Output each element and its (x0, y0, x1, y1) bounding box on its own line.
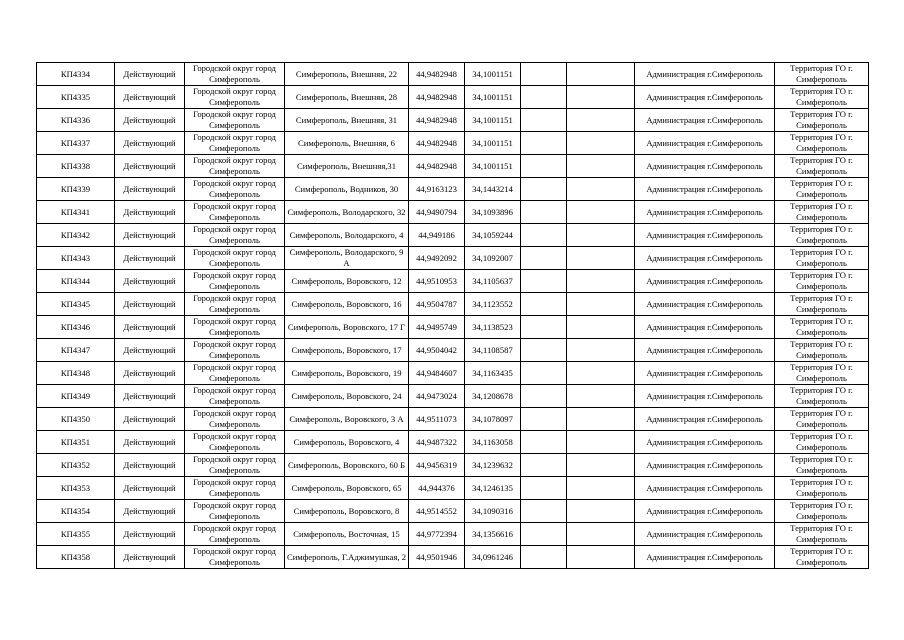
cell-longitude: 34,1001151 (465, 86, 521, 109)
cell-latitude: 44,944376 (409, 477, 465, 500)
cell-empty-1 (521, 500, 567, 523)
cell-district: Городской округ город Симферополь (185, 477, 285, 500)
cell-id: КП4358 (37, 546, 115, 569)
cell-empty-2 (567, 362, 635, 385)
table-row (37, 155, 869, 178)
cell-territory: Территория ГО г. Симферополь (775, 339, 869, 362)
cell-empty-1 (521, 86, 567, 109)
registry-table-body (37, 63, 869, 569)
table-row (37, 408, 869, 431)
cell-territory: Территория ГО г. Симферополь (775, 500, 869, 523)
cell-territory: Территория ГО г. Симферополь (775, 132, 869, 155)
cell-status: Действующий (115, 339, 185, 362)
cell-territory: Территория ГО г. Симферополь (775, 224, 869, 247)
cell-address: Симферополь, Внешняя, 31 (285, 109, 409, 132)
table-row (37, 63, 869, 86)
cell-address: Симферополь, Воровского, 17 (285, 339, 409, 362)
table-row (37, 339, 869, 362)
cell-empty-1 (521, 362, 567, 385)
cell-empty-1 (521, 546, 567, 569)
cell-empty-2 (567, 431, 635, 454)
cell-status: Действующий (115, 224, 185, 247)
cell-owner: Администрация г.Симферополь (635, 293, 775, 316)
cell-latitude: 44,9510953 (409, 270, 465, 293)
table-row (37, 86, 869, 109)
cell-status: Действующий (115, 293, 185, 316)
cell-status: Действующий (115, 109, 185, 132)
cell-owner: Администрация г.Симферополь (635, 408, 775, 431)
cell-id: КП4343 (37, 247, 115, 270)
cell-latitude: 44,9490794 (409, 201, 465, 224)
cell-status: Действующий (115, 86, 185, 109)
cell-territory: Территория ГО г. Симферополь (775, 431, 869, 454)
cell-territory: Территория ГО г. Симферополь (775, 63, 869, 86)
cell-empty-1 (521, 224, 567, 247)
cell-territory: Территория ГО г. Симферополь (775, 477, 869, 500)
cell-longitude: 34,1208678 (465, 385, 521, 408)
table-row (37, 454, 869, 477)
cell-longitude: 34,1090316 (465, 500, 521, 523)
cell-empty-2 (567, 408, 635, 431)
cell-address: Симферополь, Внешняя, 22 (285, 63, 409, 86)
cell-empty-2 (567, 500, 635, 523)
cell-address: Симферополь, Воровского, 19 (285, 362, 409, 385)
cell-address: Симферополь, Г.Аджимушкая, 2 (285, 546, 409, 569)
cell-district: Городской округ город Симферополь (185, 362, 285, 385)
cell-district: Городской округ город Симферополь (185, 523, 285, 546)
cell-empty-1 (521, 385, 567, 408)
cell-district: Городской округ город Симферополь (185, 385, 285, 408)
cell-owner: Администрация г.Симферополь (635, 224, 775, 247)
cell-latitude: 44,9504787 (409, 293, 465, 316)
cell-empty-2 (567, 201, 635, 224)
cell-empty-2 (567, 247, 635, 270)
cell-empty-2 (567, 339, 635, 362)
cell-owner: Администрация г.Симферополь (635, 523, 775, 546)
cell-territory: Территория ГО г. Симферополь (775, 201, 869, 224)
cell-district: Городской округ город Симферополь (185, 270, 285, 293)
cell-territory: Территория ГО г. Симферополь (775, 293, 869, 316)
cell-status: Действующий (115, 178, 185, 201)
cell-latitude: 44,9501946 (409, 546, 465, 569)
cell-owner: Администрация г.Симферополь (635, 201, 775, 224)
cell-empty-1 (521, 178, 567, 201)
table-row (37, 546, 869, 569)
cell-status: Действующий (115, 316, 185, 339)
cell-longitude: 34,1443214 (465, 178, 521, 201)
cell-empty-2 (567, 109, 635, 132)
cell-address: Симферополь, Внешняя, 6 (285, 132, 409, 155)
cell-empty-2 (567, 132, 635, 155)
cell-owner: Администрация г.Симферополь (635, 546, 775, 569)
cell-territory: Территория ГО г. Симферополь (775, 523, 869, 546)
cell-district: Городской округ город Симферополь (185, 155, 285, 178)
cell-status: Действующий (115, 500, 185, 523)
cell-latitude: 44,9514552 (409, 500, 465, 523)
cell-address: Симферополь, Воровского, 3 А (285, 408, 409, 431)
cell-status: Действующий (115, 270, 185, 293)
cell-latitude: 44,9482948 (409, 109, 465, 132)
cell-longitude: 34,1001151 (465, 63, 521, 86)
cell-id: КП4353 (37, 477, 115, 500)
cell-id: КП4355 (37, 523, 115, 546)
cell-latitude: 44,9482948 (409, 86, 465, 109)
cell-address: Симферополь, Воровского, 65 (285, 477, 409, 500)
cell-empty-1 (521, 132, 567, 155)
cell-address: Симферополь, Воровского, 24 (285, 385, 409, 408)
cell-empty-1 (521, 270, 567, 293)
cell-longitude: 34,1108587 (465, 339, 521, 362)
cell-longitude: 34,1001151 (465, 132, 521, 155)
cell-empty-1 (521, 247, 567, 270)
cell-longitude: 34,1356616 (465, 523, 521, 546)
cell-territory: Территория ГО г. Симферополь (775, 385, 869, 408)
table-row (37, 247, 869, 270)
cell-address: Симферополь, Внешняя,31 (285, 155, 409, 178)
cell-empty-2 (567, 63, 635, 86)
cell-id: КП4345 (37, 293, 115, 316)
cell-status: Действующий (115, 155, 185, 178)
cell-empty-1 (521, 477, 567, 500)
table-row (37, 500, 869, 523)
cell-empty-2 (567, 270, 635, 293)
cell-id: КП4347 (37, 339, 115, 362)
cell-district: Городской округ город Симферополь (185, 109, 285, 132)
cell-empty-2 (567, 523, 635, 546)
cell-longitude: 34,1239632 (465, 454, 521, 477)
cell-district: Городской округ город Симферополь (185, 454, 285, 477)
cell-empty-1 (521, 293, 567, 316)
table-row (37, 178, 869, 201)
table-row (37, 224, 869, 247)
cell-district: Городской округ город Симферополь (185, 293, 285, 316)
cell-address: Симферополь, Воровского, 12 (285, 270, 409, 293)
table-row (37, 316, 869, 339)
cell-id: КП4339 (37, 178, 115, 201)
cell-address: Симферополь, Воровского, 16 (285, 293, 409, 316)
cell-status: Действующий (115, 546, 185, 569)
cell-id: КП4337 (37, 132, 115, 155)
cell-longitude: 34,1001151 (465, 155, 521, 178)
cell-status: Действующий (115, 132, 185, 155)
cell-empty-2 (567, 86, 635, 109)
cell-owner: Администрация г.Симферополь (635, 178, 775, 201)
cell-id: КП4338 (37, 155, 115, 178)
cell-status: Действующий (115, 247, 185, 270)
cell-address: Симферополь, Воровского, 4 (285, 431, 409, 454)
table-row (37, 523, 869, 546)
cell-address: Симферополь, Володарского, 32 (285, 201, 409, 224)
cell-district: Городской округ город Симферополь (185, 339, 285, 362)
table-row (37, 109, 869, 132)
cell-address: Симферополь, Володарского, 9 А (285, 247, 409, 270)
cell-longitude: 34,1138523 (465, 316, 521, 339)
table-row (37, 201, 869, 224)
cell-territory: Территория ГО г. Симферополь (775, 546, 869, 569)
cell-territory: Территория ГО г. Симферополь (775, 316, 869, 339)
cell-owner: Администрация г.Симферополь (635, 500, 775, 523)
cell-owner: Администрация г.Симферополь (635, 132, 775, 155)
cell-address: Симферополь, Воровского, 17 Г (285, 316, 409, 339)
cell-owner: Администрация г.Симферополь (635, 385, 775, 408)
cell-empty-2 (567, 224, 635, 247)
registry-table (36, 62, 869, 569)
table-row (37, 385, 869, 408)
cell-status: Действующий (115, 523, 185, 546)
cell-address: Симферополь, Водников, 30 (285, 178, 409, 201)
cell-empty-2 (567, 178, 635, 201)
cell-id: КП4351 (37, 431, 115, 454)
cell-empty-1 (521, 408, 567, 431)
cell-id: КП4334 (37, 63, 115, 86)
cell-owner: Администрация г.Симферополь (635, 155, 775, 178)
cell-id: КП4341 (37, 201, 115, 224)
cell-longitude: 34,1093896 (465, 201, 521, 224)
cell-id: КП4354 (37, 500, 115, 523)
cell-empty-1 (521, 339, 567, 362)
cell-empty-2 (567, 316, 635, 339)
cell-empty-1 (521, 109, 567, 132)
cell-latitude: 44,9163123 (409, 178, 465, 201)
cell-district: Городской округ город Симферополь (185, 132, 285, 155)
cell-id: КП4342 (37, 224, 115, 247)
cell-empty-2 (567, 385, 635, 408)
cell-address: Симферополь, Володарского, 4 (285, 224, 409, 247)
cell-id: КП4352 (37, 454, 115, 477)
table-row (37, 362, 869, 385)
cell-territory: Территория ГО г. Симферополь (775, 270, 869, 293)
cell-status: Действующий (115, 454, 185, 477)
table-row (37, 293, 869, 316)
cell-district: Городской округ город Симферополь (185, 178, 285, 201)
cell-status: Действующий (115, 477, 185, 500)
cell-status: Действующий (115, 408, 185, 431)
cell-district: Городской округ город Симферополь (185, 546, 285, 569)
cell-longitude: 34,1163058 (465, 431, 521, 454)
cell-territory: Территория ГО г. Симферополь (775, 109, 869, 132)
cell-owner: Администрация г.Симферополь (635, 109, 775, 132)
cell-latitude: 44,9492092 (409, 247, 465, 270)
cell-owner: Администрация г.Симферополь (635, 454, 775, 477)
cell-empty-1 (521, 201, 567, 224)
cell-latitude: 44,9456319 (409, 454, 465, 477)
cell-district: Городской округ город Симферополь (185, 63, 285, 86)
cell-owner: Администрация г.Симферополь (635, 247, 775, 270)
cell-longitude: 34,1105637 (465, 270, 521, 293)
cell-latitude: 44,9772394 (409, 523, 465, 546)
cell-district: Городской округ город Симферополь (185, 224, 285, 247)
cell-longitude: 34,1059244 (465, 224, 521, 247)
cell-district: Городской округ город Симферополь (185, 500, 285, 523)
cell-district: Городской округ город Симферополь (185, 86, 285, 109)
table-row (37, 431, 869, 454)
cell-owner: Администрация г.Симферополь (635, 86, 775, 109)
table-row (37, 477, 869, 500)
cell-longitude: 34,1246135 (465, 477, 521, 500)
cell-longitude: 34,1092007 (465, 247, 521, 270)
cell-latitude: 44,9473024 (409, 385, 465, 408)
table-row (37, 270, 869, 293)
cell-latitude: 44,9482948 (409, 63, 465, 86)
cell-status: Действующий (115, 201, 185, 224)
cell-empty-1 (521, 63, 567, 86)
cell-owner: Администрация г.Симферополь (635, 362, 775, 385)
cell-owner: Администрация г.Симферополь (635, 431, 775, 454)
cell-latitude: 44,9495749 (409, 316, 465, 339)
cell-latitude: 44,9482948 (409, 155, 465, 178)
cell-status: Действующий (115, 385, 185, 408)
cell-address: Симферополь, Воровского, 60 Б (285, 454, 409, 477)
table-row (37, 132, 869, 155)
cell-longitude: 34,0961246 (465, 546, 521, 569)
cell-status: Действующий (115, 431, 185, 454)
cell-latitude: 44,9482948 (409, 132, 465, 155)
cell-latitude: 44,9511073 (409, 408, 465, 431)
cell-empty-2 (567, 293, 635, 316)
cell-empty-2 (567, 546, 635, 569)
cell-territory: Территория ГО г. Симферополь (775, 247, 869, 270)
cell-territory: Территория ГО г. Симферополь (775, 86, 869, 109)
cell-empty-2 (567, 454, 635, 477)
cell-district: Городской округ город Симферополь (185, 431, 285, 454)
cell-empty-1 (521, 155, 567, 178)
cell-district: Городской округ город Симферополь (185, 201, 285, 224)
cell-territory: Территория ГО г. Симферополь (775, 362, 869, 385)
cell-latitude: 44,9504042 (409, 339, 465, 362)
cell-district: Городской округ город Симферополь (185, 408, 285, 431)
cell-latitude: 44,9487322 (409, 431, 465, 454)
cell-address: Симферополь, Восточная, 15 (285, 523, 409, 546)
cell-longitude: 34,1163435 (465, 362, 521, 385)
cell-empty-2 (567, 155, 635, 178)
cell-address: Симферополь, Внешняя, 28 (285, 86, 409, 109)
cell-id: КП4346 (37, 316, 115, 339)
cell-longitude: 34,1001151 (465, 109, 521, 132)
cell-territory: Территория ГО г. Симферополь (775, 408, 869, 431)
cell-owner: Администрация г.Симферополь (635, 316, 775, 339)
cell-longitude: 34,1078097 (465, 408, 521, 431)
cell-owner: Администрация г.Симферополь (635, 477, 775, 500)
cell-empty-1 (521, 523, 567, 546)
cell-id: КП4349 (37, 385, 115, 408)
cell-id: КП4348 (37, 362, 115, 385)
cell-id: КП4350 (37, 408, 115, 431)
cell-owner: Администрация г.Симферополь (635, 339, 775, 362)
cell-latitude: 44,949186 (409, 224, 465, 247)
cell-empty-2 (567, 477, 635, 500)
cell-district: Городской округ город Симферополь (185, 247, 285, 270)
cell-district: Городской округ город Симферополь (185, 316, 285, 339)
cell-id: КП4344 (37, 270, 115, 293)
cell-id: КП4335 (37, 86, 115, 109)
cell-status: Действующий (115, 63, 185, 86)
cell-id: КП4336 (37, 109, 115, 132)
cell-owner: Администрация г.Симферополь (635, 270, 775, 293)
cell-address: Симферополь, Воровского, 8 (285, 500, 409, 523)
cell-territory: Территория ГО г. Симферополь (775, 155, 869, 178)
cell-empty-1 (521, 454, 567, 477)
cell-longitude: 34,1123552 (465, 293, 521, 316)
cell-status: Действующий (115, 362, 185, 385)
cell-empty-1 (521, 431, 567, 454)
cell-territory: Территория ГО г. Симферополь (775, 178, 869, 201)
cell-owner: Администрация г.Симферополь (635, 63, 775, 86)
cell-territory: Территория ГО г. Симферополь (775, 454, 869, 477)
cell-empty-1 (521, 316, 567, 339)
cell-latitude: 44,9484607 (409, 362, 465, 385)
